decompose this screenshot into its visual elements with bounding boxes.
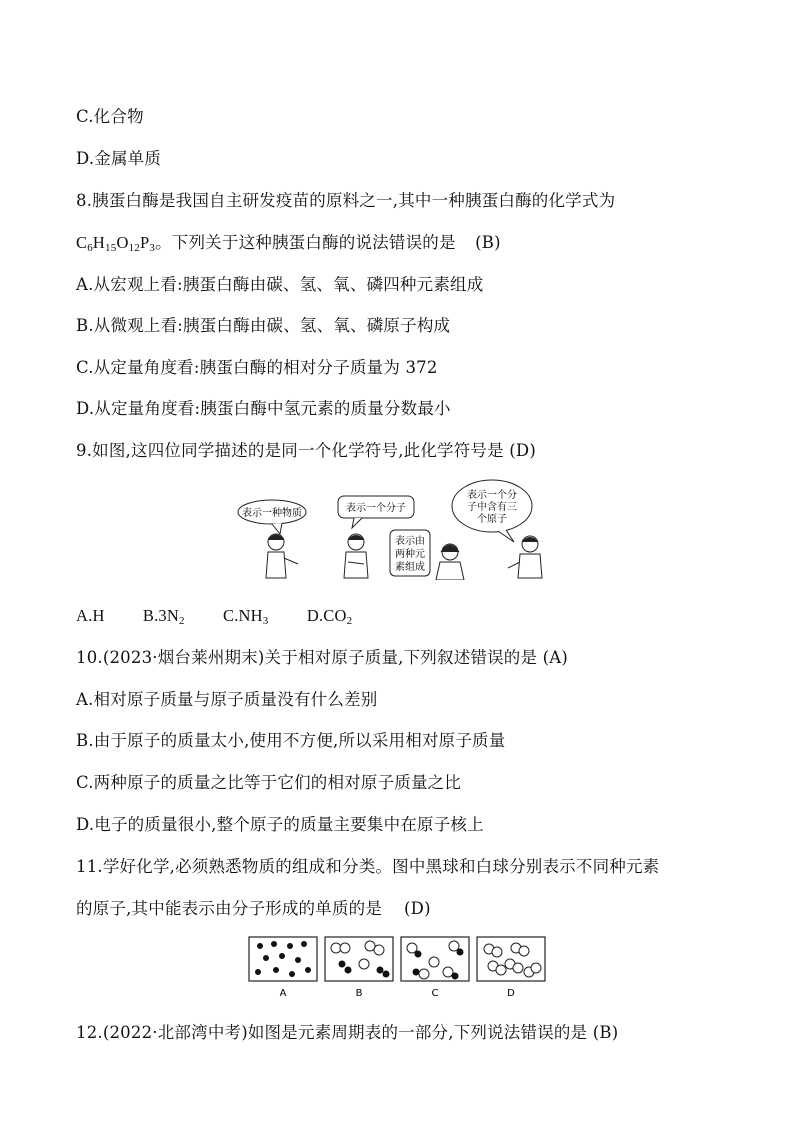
- speech-bubble-1: [238, 500, 306, 534]
- question-11-stem-line2: [76, 898, 431, 920]
- formula-element: O: [116, 233, 129, 252]
- question-11-answer: (D): [404, 899, 431, 918]
- question-10-option-d: D.电子的质量很小,整个原子的质量主要集中在原子核上: [76, 815, 484, 834]
- question-8-stem-line2: [76, 232, 501, 254]
- student-figure-4: [508, 536, 542, 578]
- particle-box-b: [325, 937, 393, 999]
- student-figure-2: [344, 534, 368, 578]
- question-8-stem: 8.胰蛋白酶是我国自主研发疫苗的原料之一,其中一种胰蛋白酶的化学式为: [76, 191, 616, 210]
- formula-subscript: 6: [87, 242, 93, 254]
- question-8-stem-text: 。下列关于这种胰蛋白酶的说法错误的是: [155, 233, 456, 252]
- question-10-option-b: B.由于原子的质量太小,使用不方便,所以采用相对原子质量: [76, 731, 506, 750]
- speech-bubble-2: [338, 496, 414, 528]
- q9-option-d-sub: 2: [346, 615, 353, 627]
- question-8-answer: (B): [475, 233, 501, 252]
- q9-option-c-sub: 3: [262, 615, 269, 627]
- bubble-3-line1: 表示由: [395, 536, 425, 547]
- question-11-stem: 11.学好化学,必须熟悉物质的组成和分类。图中黑球和白球分别表示不同种元素: [76, 857, 660, 876]
- question-12-stem: 12.(2022·北部湾中考)如图是元素周期表的一部分,下列说法错误的是 (B): [76, 1023, 619, 1042]
- question-10-stem: 10.(2023·烟台莱州期末)关于相对原子质量,下列叙述错误的是 (A): [76, 648, 569, 667]
- particle-box-a: [249, 937, 317, 999]
- q9-option-b-sub: 2: [179, 615, 185, 627]
- question-10-option-c: C.两种原子的质量之比等于它们的相对原子质量之比: [76, 773, 462, 792]
- question-9-options: [76, 605, 386, 627]
- box-label-d: D: [507, 988, 515, 999]
- q9-illustration: [236, 478, 556, 580]
- formula-subscript: 15: [105, 242, 117, 254]
- question-8-option-d: D.从定量角度看:胰蛋白酶中氢元素的质量分数最小: [76, 399, 451, 418]
- bubble-3-line3: 素组成: [395, 562, 425, 573]
- question-9-stem: 9.如图,这四位同学描述的是同一个化学符号,此化学符号是 (D): [76, 441, 536, 460]
- box-label-b: B: [355, 988, 363, 999]
- bubble-4-line1: 表示一个分: [467, 490, 517, 501]
- bubble-2-text: 表示一个分子: [346, 503, 406, 514]
- q9-option-c-text: C.NH: [223, 606, 263, 625]
- option-c-compound: C.化合物: [76, 107, 144, 126]
- q9-option-c: [223, 605, 268, 627]
- q9-option-b-text: B.3N: [142, 606, 179, 625]
- question-8-option-c: C.从定量角度看:胰蛋白酶的相对分子质量为 372: [76, 358, 438, 377]
- formula-element: C: [76, 233, 88, 252]
- student-figure-1: [266, 534, 298, 578]
- q11-particle-diagram: [246, 934, 548, 1000]
- bubble-4-line2: 子中含有三: [467, 502, 517, 513]
- question-10-option-a: A.相对原子质量与原子质量没有什么差别: [76, 690, 378, 709]
- speech-bubble-4: [452, 480, 532, 542]
- question-8-option-a: A.从宏观上看:胰蛋白酶由碳、氢、氧、磷四种元素组成: [76, 275, 484, 294]
- particle-box-d: [477, 937, 545, 999]
- question-8-option-b: B.从微观上看:胰蛋白酶由碳、氢、氧、磷原子构成: [76, 316, 451, 335]
- bubble-3-line2: 两种元: [395, 549, 425, 560]
- q9-option-d-text: D.CO: [306, 606, 347, 625]
- bubble-4-line3: 个原子: [477, 514, 507, 525]
- option-d-metal: D.金属单质: [76, 149, 162, 168]
- q9-option-a: A.H: [76, 606, 105, 625]
- formula-element: H: [92, 233, 106, 252]
- speech-bubble-3: [390, 530, 430, 576]
- student-figure-3: [436, 544, 464, 580]
- question-11-stem-text: 的原子,其中能表示由分子形成的单质的是: [76, 899, 383, 918]
- formula-subscript: 12: [128, 242, 140, 254]
- q9-option-d: [307, 605, 352, 627]
- formula-element: P: [139, 233, 150, 252]
- bubble-1-text: 表示一种物质: [242, 508, 302, 519]
- q9-option-b: [143, 605, 185, 627]
- box-label-a: A: [279, 988, 287, 999]
- formula-subscript: 3: [149, 242, 156, 254]
- particle-box-c: [401, 937, 469, 999]
- box-label-c: C: [431, 988, 439, 999]
